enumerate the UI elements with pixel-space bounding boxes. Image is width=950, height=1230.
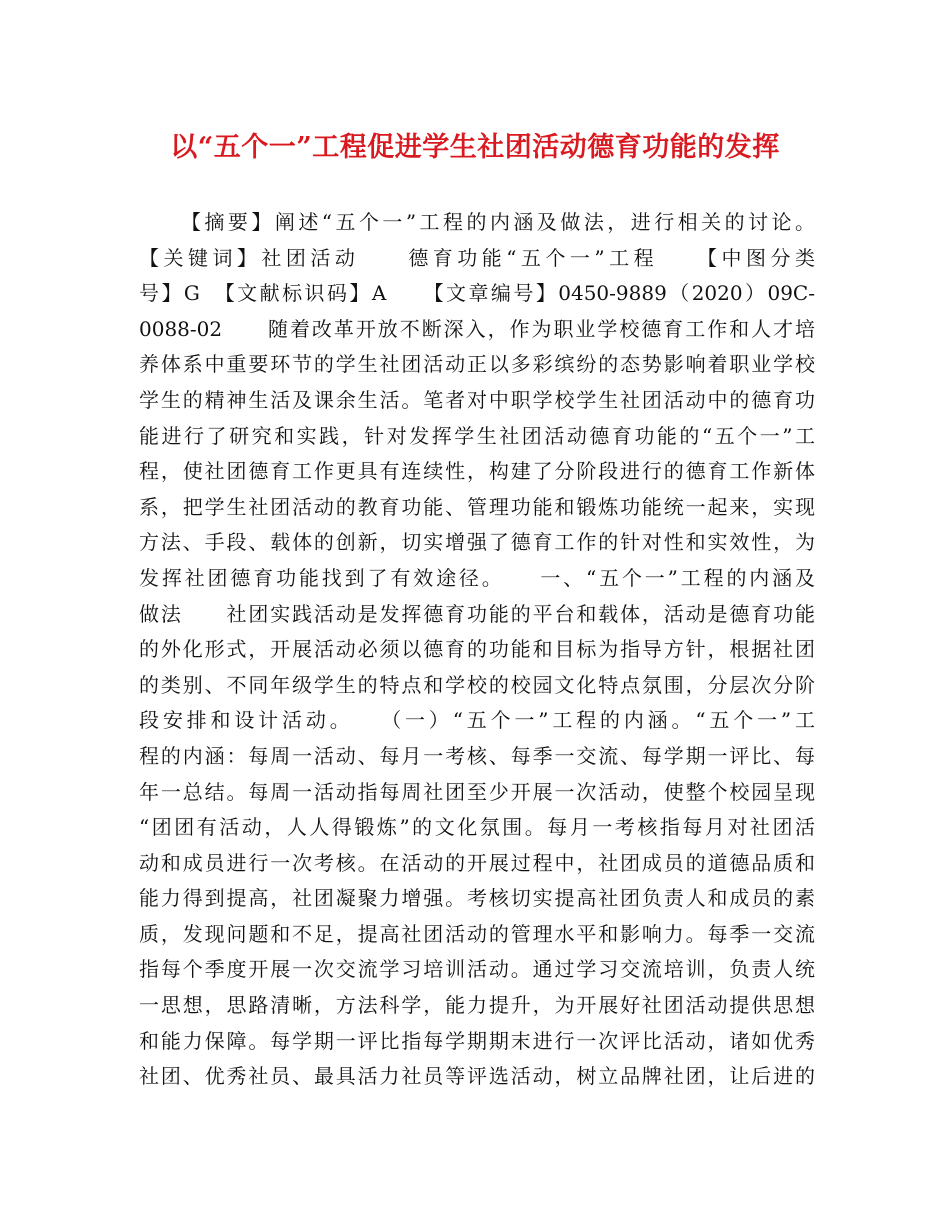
body-line: 方法、手段、载体的创新，切实增强了德育工作的针对性和实效性，为: [139, 530, 815, 555]
body-line: 动和成员进行一次考核。在活动的开展过程中，社团成员的道德品质和: [139, 850, 815, 875]
body-line: 号】G 【文献标识码】A 【文章编号】0450-9889（2020）09C-: [139, 281, 815, 306]
body-line: 段安排和设计活动。 （一）“五个一”工程的内涵。“五个一”工: [139, 708, 815, 733]
body-line: 发挥社团德育功能找到了有效途径。 一、“五个一”工程的内涵及: [139, 565, 815, 590]
body-line: “团团有活动，人人得锻炼”的文化氛围。每月一考核指每月对社团活: [139, 815, 815, 840]
body-line: 做法 社团实践活动是发挥德育功能的平台和载体，活动是德育功能: [139, 601, 815, 626]
body-line: 程的内涵：每周一活动、每月一考核、每季一交流、每学期一评比、每: [139, 743, 815, 768]
body-line: 学生的精神生活及课余生活。笔者对中职学校学生社团活动中的德育功: [139, 387, 815, 412]
body-line: 能进行了研究和实践，针对发挥学生社团活动德育功能的“五个一”工: [139, 423, 815, 448]
body-line: 【关键词】社团活动 德育功能“五个一”工程 【中图分类: [139, 245, 815, 270]
body-line: 程，使社团德育工作更具有连续性，构建了分阶段进行的德育工作新体: [139, 459, 815, 484]
body-line: 年一总结。每周一活动指每周社团至少开展一次活动，使整个校园呈现: [139, 779, 815, 804]
body-line: 系，把学生社团活动的教育功能、管理功能和锻炼功能统一起来，实现: [139, 494, 815, 519]
body-line: 质，发现问题和不足，提高社团活动的管理水平和影响力。每季一交流: [139, 921, 815, 946]
body-line: 的类别、不同年级学生的特点和学校的校园文化特点氛围，分层次分阶: [139, 672, 815, 697]
body-line: 【摘要】阐述“五个一”工程的内涵及做法，进行相关的讨论。: [181, 210, 815, 234]
body-line: 的外化形式，开展活动必须以德育的功能和目标为指导方针，根据社团: [139, 637, 815, 662]
body-line: 指每个季度开展一次交流学习培训活动。通过学习交流培训，负责人统: [139, 957, 815, 982]
body-line: 一思想，思路清晰，方法科学，能力提升，为开展好社团活动提供思想: [139, 993, 815, 1018]
article-body: [139, 205, 815, 1095]
body-line: 养体系中重要环节的学生社团活动正以多彩缤纷的态势影响着职业学校: [139, 352, 815, 377]
body-line: 能力得到提高，社团凝聚力增强。考核切实提高社团负责人和成员的素: [139, 886, 815, 911]
body-line: 和能力保障。每学期一评比指每学期期末进行一次评比活动，诸如优秀: [139, 1028, 815, 1053]
body-line: 0088-02 随着改革开放不断深入，作为职业学校德育工作和人才培: [139, 316, 815, 341]
body-line: 社团、优秀社员、最具活力社员等评选活动，树立品牌社团，让后进的: [139, 1064, 815, 1089]
article-title: 以“五个一”工程促进学生社团活动德育功能的发挥: [170, 132, 780, 163]
